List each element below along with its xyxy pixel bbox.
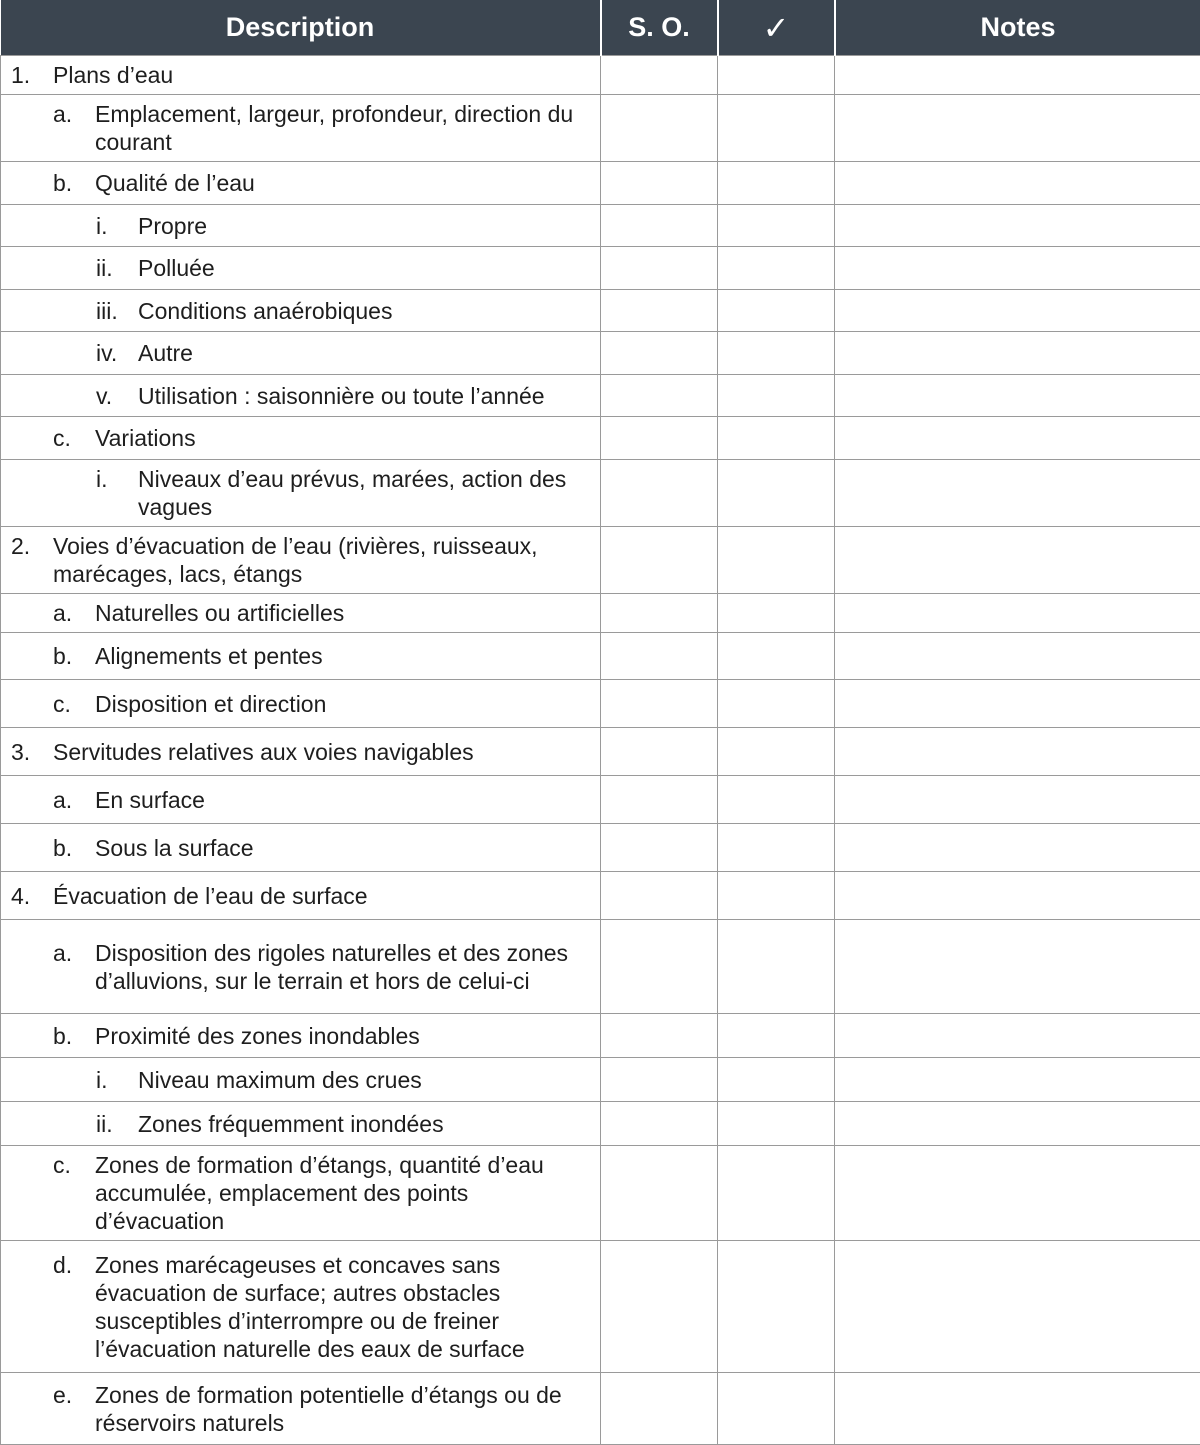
description-cell bbox=[1, 1058, 601, 1102]
notes-cell[interactable] bbox=[835, 1241, 1200, 1373]
check-cell[interactable] bbox=[718, 920, 835, 1014]
header-so: S. O. bbox=[601, 0, 718, 56]
table-row bbox=[1, 290, 1200, 332]
notes-cell[interactable] bbox=[835, 162, 1200, 205]
item-text: Qualité de l’eau bbox=[95, 169, 592, 197]
check-cell[interactable] bbox=[718, 460, 835, 527]
table-row bbox=[1, 1373, 1200, 1445]
so-cell[interactable] bbox=[601, 1146, 718, 1241]
description-cell bbox=[1, 527, 601, 594]
description-cell bbox=[1, 95, 601, 162]
so-cell[interactable] bbox=[601, 375, 718, 417]
header-description: Description bbox=[1, 0, 601, 56]
table-body bbox=[1, 56, 1200, 1445]
so-cell[interactable] bbox=[601, 1102, 718, 1146]
header-notes: Notes bbox=[835, 0, 1200, 56]
table-row bbox=[1, 920, 1200, 1014]
description-cell bbox=[1, 56, 601, 95]
table-row bbox=[1, 633, 1200, 680]
item-text: Naturelles ou artificielles bbox=[95, 599, 592, 627]
so-cell[interactable] bbox=[601, 1058, 718, 1102]
notes-cell[interactable] bbox=[835, 417, 1200, 460]
item-marker: 4. bbox=[1, 882, 53, 910]
item-marker: b. bbox=[1, 834, 95, 862]
notes-cell[interactable] bbox=[835, 1014, 1200, 1058]
so-cell[interactable] bbox=[601, 680, 718, 728]
notes-cell[interactable] bbox=[835, 824, 1200, 872]
description-cell bbox=[1, 162, 601, 205]
notes-cell[interactable] bbox=[835, 728, 1200, 776]
table-row bbox=[1, 332, 1200, 375]
table-row bbox=[1, 95, 1200, 162]
notes-cell[interactable] bbox=[835, 594, 1200, 633]
description-cell bbox=[1, 1146, 601, 1241]
item-text: Emplacement, largeur, profondeur, direction du courant bbox=[95, 100, 592, 156]
notes-cell[interactable] bbox=[835, 205, 1200, 247]
item-marker: a. bbox=[1, 599, 95, 627]
notes-cell[interactable] bbox=[835, 680, 1200, 728]
item-text: Évacuation de l’eau de surface bbox=[53, 882, 592, 910]
item-marker: b. bbox=[1, 169, 95, 197]
description-cell bbox=[1, 247, 601, 290]
notes-cell[interactable] bbox=[835, 56, 1200, 95]
notes-cell[interactable] bbox=[835, 1058, 1200, 1102]
notes-cell[interactable] bbox=[835, 460, 1200, 527]
item-text: Zones fréquemment inondées bbox=[138, 1110, 592, 1138]
table-row bbox=[1, 460, 1200, 527]
table-row bbox=[1, 375, 1200, 417]
notes-cell[interactable] bbox=[835, 332, 1200, 375]
notes-cell[interactable] bbox=[835, 375, 1200, 417]
item-marker: d. bbox=[1, 1251, 95, 1279]
item-text: Disposition des rigoles naturelles et des zones d’alluvions, sur le terrain et hors de celui-ci bbox=[95, 939, 592, 995]
table-row bbox=[1, 594, 1200, 633]
check-cell[interactable] bbox=[718, 1373, 835, 1445]
notes-cell[interactable] bbox=[835, 290, 1200, 332]
so-cell[interactable] bbox=[601, 460, 718, 527]
check-cell[interactable] bbox=[718, 728, 835, 776]
table-row bbox=[1, 205, 1200, 247]
description-cell bbox=[1, 920, 601, 1014]
check-cell[interactable] bbox=[718, 417, 835, 460]
item-text: Voies d’évacuation de l’eau (rivières, ruisseaux, marécages, lacs, étangs bbox=[53, 532, 592, 588]
check-cell[interactable] bbox=[718, 1241, 835, 1373]
description-cell bbox=[1, 633, 601, 680]
item-text: Proximité des zones inondables bbox=[95, 1022, 592, 1050]
description-cell bbox=[1, 824, 601, 872]
so-cell[interactable] bbox=[601, 824, 718, 872]
item-marker: b. bbox=[1, 1022, 95, 1050]
item-text: Conditions anaérobiques bbox=[138, 297, 592, 325]
check-cell[interactable] bbox=[718, 205, 835, 247]
notes-cell[interactable] bbox=[835, 1102, 1200, 1146]
item-marker: b. bbox=[1, 642, 95, 670]
so-cell[interactable] bbox=[601, 1241, 718, 1373]
so-cell[interactable] bbox=[601, 920, 718, 1014]
table-row bbox=[1, 776, 1200, 824]
check-cell[interactable] bbox=[718, 680, 835, 728]
item-text: Autre bbox=[138, 339, 592, 367]
so-cell[interactable] bbox=[601, 417, 718, 460]
header-check-icon: ✓ bbox=[718, 0, 835, 56]
item-marker: ii. bbox=[1, 254, 138, 282]
so-cell[interactable] bbox=[601, 872, 718, 920]
description-cell bbox=[1, 594, 601, 633]
notes-cell[interactable] bbox=[835, 633, 1200, 680]
so-cell[interactable] bbox=[601, 95, 718, 162]
item-text: Zones de formation d’étangs, quantité d’eau accumulée, emplacement des points d’évacuation bbox=[95, 1151, 592, 1235]
item-marker: 3. bbox=[1, 738, 53, 766]
check-cell[interactable] bbox=[718, 290, 835, 332]
item-text: Zones de formation potentielle d’étangs ou de réservoirs naturels bbox=[95, 1381, 592, 1437]
table-row bbox=[1, 1058, 1200, 1102]
description-cell bbox=[1, 872, 601, 920]
notes-cell[interactable] bbox=[835, 776, 1200, 824]
table-row bbox=[1, 1102, 1200, 1146]
description-cell bbox=[1, 728, 601, 776]
header-row bbox=[1, 0, 1200, 56]
description-cell bbox=[1, 417, 601, 460]
table-header bbox=[1, 0, 1200, 56]
item-text: En surface bbox=[95, 786, 592, 814]
so-cell[interactable] bbox=[601, 205, 718, 247]
item-text: Utilisation : saisonnière ou toute l’année bbox=[138, 382, 592, 410]
item-marker: iii. bbox=[1, 297, 138, 325]
description-cell bbox=[1, 205, 601, 247]
table-row bbox=[1, 162, 1200, 205]
check-cell[interactable] bbox=[718, 527, 835, 594]
notes-cell[interactable] bbox=[835, 95, 1200, 162]
item-text: Variations bbox=[95, 424, 592, 452]
notes-cell[interactable] bbox=[835, 247, 1200, 290]
check-cell[interactable] bbox=[718, 1102, 835, 1146]
table-row bbox=[1, 527, 1200, 594]
item-marker: c. bbox=[1, 424, 95, 452]
so-cell[interactable] bbox=[601, 56, 718, 95]
check-cell[interactable] bbox=[718, 56, 835, 95]
notes-cell[interactable] bbox=[835, 872, 1200, 920]
so-cell[interactable] bbox=[601, 1373, 718, 1445]
item-text: Niveau maximum des crues bbox=[138, 1066, 592, 1094]
so-cell[interactable] bbox=[601, 527, 718, 594]
table-row bbox=[1, 1241, 1200, 1373]
table-row bbox=[1, 824, 1200, 872]
item-text: Plans d’eau bbox=[53, 61, 592, 89]
item-text: Disposition et direction bbox=[95, 690, 592, 718]
item-marker: 2. bbox=[1, 532, 53, 560]
item-text: Sous la surface bbox=[95, 834, 592, 862]
check-cell[interactable] bbox=[718, 162, 835, 205]
description-cell bbox=[1, 680, 601, 728]
so-cell[interactable] bbox=[601, 728, 718, 776]
notes-cell[interactable] bbox=[835, 527, 1200, 594]
table-row bbox=[1, 1146, 1200, 1241]
table-row bbox=[1, 1014, 1200, 1058]
check-cell[interactable] bbox=[718, 1014, 835, 1058]
check-cell[interactable] bbox=[718, 633, 835, 680]
table-row bbox=[1, 56, 1200, 95]
item-marker: ii. bbox=[1, 1110, 138, 1138]
item-marker: v. bbox=[1, 382, 138, 410]
notes-cell[interactable] bbox=[835, 1373, 1200, 1445]
check-cell[interactable] bbox=[718, 776, 835, 824]
so-cell[interactable] bbox=[601, 633, 718, 680]
so-cell[interactable] bbox=[601, 594, 718, 633]
check-cell[interactable] bbox=[718, 1146, 835, 1241]
description-cell bbox=[1, 375, 601, 417]
notes-cell[interactable] bbox=[835, 920, 1200, 1014]
item-text: Zones marécageuses et concaves sans évacuation de surface; autres obstacles susceptibles d’interrompre ou de freiner l’évacuation naturelle des eaux de surface bbox=[95, 1251, 592, 1363]
description-cell bbox=[1, 290, 601, 332]
description-cell bbox=[1, 1102, 601, 1146]
notes-cell[interactable] bbox=[835, 1146, 1200, 1241]
description-cell bbox=[1, 1373, 601, 1445]
description-cell bbox=[1, 332, 601, 375]
table-row bbox=[1, 247, 1200, 290]
item-marker: 1. bbox=[1, 61, 53, 89]
check-cell[interactable] bbox=[718, 375, 835, 417]
item-marker: a. bbox=[1, 786, 95, 814]
table-row bbox=[1, 728, 1200, 776]
table-row bbox=[1, 680, 1200, 728]
check-cell[interactable] bbox=[718, 1058, 835, 1102]
item-text: Propre bbox=[138, 212, 592, 240]
item-marker: a. bbox=[1, 100, 95, 128]
so-cell[interactable] bbox=[601, 290, 718, 332]
check-cell[interactable] bbox=[718, 247, 835, 290]
item-marker: c. bbox=[1, 1151, 95, 1179]
table-row bbox=[1, 872, 1200, 920]
item-marker: i. bbox=[1, 1066, 138, 1094]
item-text: Niveaux d’eau prévus, marées, action des vagues bbox=[138, 465, 592, 521]
description-cell bbox=[1, 1241, 601, 1373]
check-cell[interactable] bbox=[718, 872, 835, 920]
item-marker: c. bbox=[1, 690, 95, 718]
table-row bbox=[1, 417, 1200, 460]
so-cell[interactable] bbox=[601, 247, 718, 290]
item-text: Alignements et pentes bbox=[95, 642, 592, 670]
item-text: Polluée bbox=[138, 254, 592, 282]
item-text: Servitudes relatives aux voies navigables bbox=[53, 738, 592, 766]
so-cell[interactable] bbox=[601, 776, 718, 824]
item-marker: i. bbox=[1, 212, 138, 240]
so-cell[interactable] bbox=[601, 1014, 718, 1058]
description-cell bbox=[1, 1014, 601, 1058]
so-cell[interactable] bbox=[601, 162, 718, 205]
so-cell[interactable] bbox=[601, 332, 718, 375]
check-cell[interactable] bbox=[718, 594, 835, 633]
item-marker: e. bbox=[1, 1381, 95, 1409]
check-cell[interactable] bbox=[718, 824, 835, 872]
item-marker: a. bbox=[1, 939, 95, 967]
check-cell[interactable] bbox=[718, 332, 835, 375]
item-marker: i. bbox=[1, 465, 138, 493]
check-cell[interactable] bbox=[718, 95, 835, 162]
item-marker: iv. bbox=[1, 339, 138, 367]
description-cell bbox=[1, 776, 601, 824]
description-cell bbox=[1, 460, 601, 527]
